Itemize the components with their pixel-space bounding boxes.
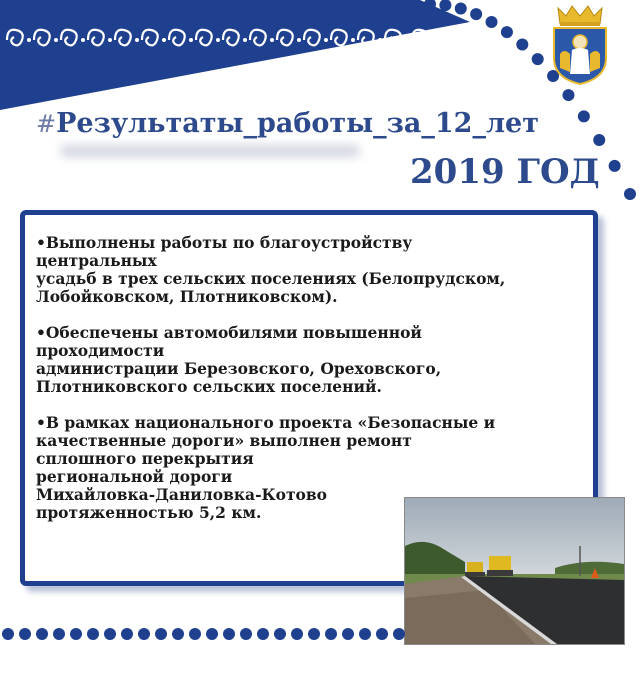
decorative-dot bbox=[240, 628, 252, 640]
decorative-dot bbox=[470, 8, 482, 20]
coat-of-arms-icon bbox=[548, 4, 612, 86]
decorative-dot bbox=[308, 628, 320, 640]
paragraph-line: сплошного перекрытия bbox=[36, 449, 254, 468]
decorative-dot bbox=[501, 26, 513, 38]
blurred-subtitle bbox=[60, 145, 360, 157]
decorative-dot bbox=[53, 628, 65, 640]
decorative-dot bbox=[455, 2, 467, 14]
decorative-dot bbox=[516, 38, 528, 50]
decorative-dot bbox=[104, 628, 116, 640]
paragraph-line: администрации Березовского, Ореховского, bbox=[36, 359, 442, 378]
decorative-dot bbox=[121, 628, 133, 640]
decorative-dot bbox=[359, 628, 371, 640]
paragraph-line: проходимости bbox=[36, 341, 165, 360]
hashtag-title bbox=[36, 108, 556, 139]
decorative-dot bbox=[376, 628, 388, 640]
decorative-dot bbox=[155, 628, 167, 640]
paragraph-line: усадьб в трех сельских поселениях (Белопрудском, bbox=[36, 269, 506, 288]
decorative-dot bbox=[291, 628, 303, 640]
decorative-dot bbox=[593, 134, 605, 146]
hash-symbol: # bbox=[36, 110, 57, 138]
paragraph-vehicles bbox=[36, 324, 546, 396]
decorative-dot bbox=[36, 628, 48, 640]
decorative-dot bbox=[138, 628, 150, 640]
paragraph-line: протяженностью 5,2 км. bbox=[36, 503, 262, 522]
content-text bbox=[36, 234, 546, 540]
decorative-dot bbox=[439, 0, 451, 11]
hashtag-text: Результаты_работы_за_12_лет bbox=[56, 108, 539, 139]
decorative-dot bbox=[19, 628, 31, 640]
decorative-dot bbox=[562, 89, 574, 101]
decorative-dot bbox=[532, 53, 544, 65]
paragraph-line: •В рамках национального проекта «Безопасные и bbox=[36, 413, 496, 432]
year-heading: 2019 ГОД bbox=[410, 152, 600, 192]
decorative-dot bbox=[578, 110, 590, 122]
bottom-dots bbox=[0, 622, 640, 648]
paragraph-improvement bbox=[36, 234, 546, 306]
paragraph-line: центральных bbox=[36, 251, 157, 270]
decorative-dot bbox=[206, 628, 218, 640]
decorative-dot bbox=[257, 628, 269, 640]
decorative-dot bbox=[609, 160, 621, 172]
decorative-dot bbox=[189, 628, 201, 640]
decorative-dot bbox=[624, 188, 636, 200]
paragraph-line: качественные дороги» выполнен ремонт bbox=[36, 431, 412, 450]
decorative-dot bbox=[393, 628, 405, 640]
decorative-dot bbox=[274, 628, 286, 640]
paragraph-line: •Обеспечены автомобилями повышенной bbox=[36, 323, 422, 342]
paragraph-line: •Выполнены работы по благоустройству bbox=[36, 233, 413, 252]
decorative-dot bbox=[2, 628, 14, 640]
decorative-dot bbox=[486, 16, 498, 28]
paragraph-line: Плотниковского сельских поселений. bbox=[36, 377, 382, 396]
decorative-dot bbox=[172, 628, 184, 640]
decorative-dot bbox=[424, 0, 436, 10]
paragraph-line: Лобойковском, Плотниковском). bbox=[36, 287, 338, 306]
decorative-dot bbox=[70, 628, 82, 640]
decorative-dot bbox=[223, 628, 235, 640]
paragraph-line: Михайловка-Даниловка-Котово bbox=[36, 485, 328, 504]
decorative-dot bbox=[325, 628, 337, 640]
paragraph-line: региональной дороги bbox=[36, 467, 233, 486]
decorative-dot bbox=[87, 628, 99, 640]
decorative-dot bbox=[342, 628, 354, 640]
